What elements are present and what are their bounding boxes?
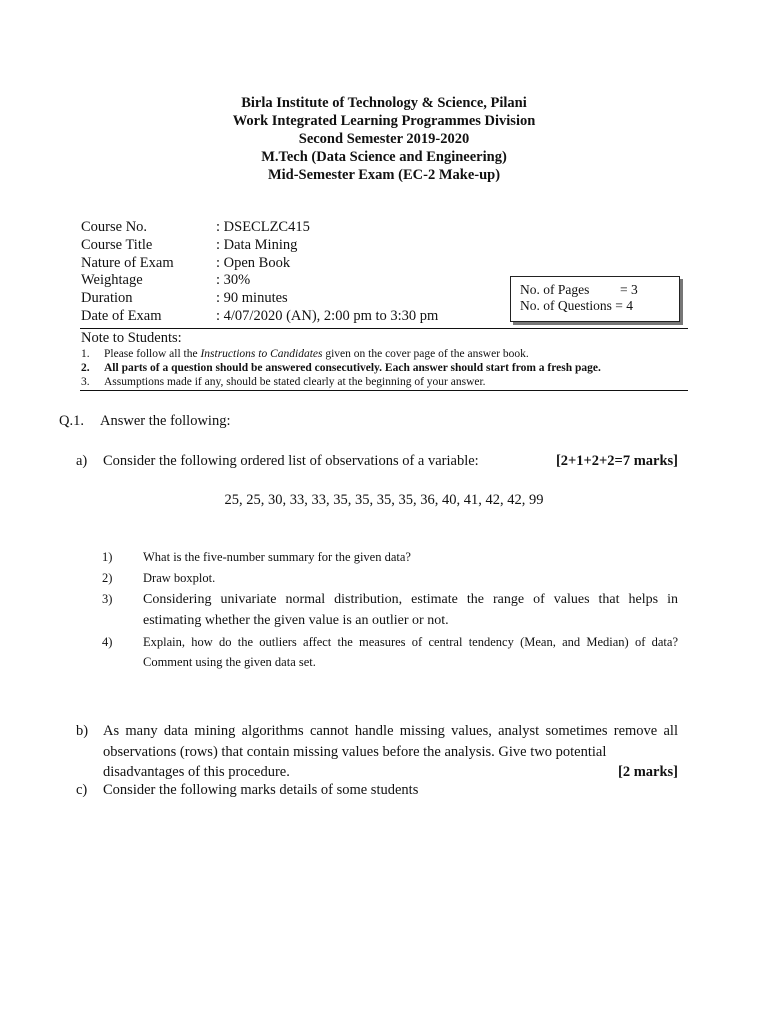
subquestion-number: 1): [102, 550, 113, 564]
weightage-value: : 30%: [216, 272, 251, 289]
part-a-label: a): [76, 453, 88, 469]
subquestion-text: Explain, how do the outliers affect the measures of central tendency (Mean, and Median) of data? Comment using the given data set.: [143, 635, 678, 669]
part-b-last-line: [103, 762, 678, 783]
notes-title: Note to Students:: [81, 330, 182, 346]
program-name: M.Tech (Data Science and Engineering): [261, 149, 507, 165]
note-text: All parts of a question should be answered consecutively. Each answer should start from a fresh page.: [104, 362, 601, 374]
duration-value: : 90 minutes: [216, 290, 288, 307]
part-b-text: As many data mining algorithms cannot handle missing values, analyst sometimes remove all observations (rows) that contain missing values before the analysis. Give two potential: [103, 723, 678, 760]
note-text: Please follow all the Instructions to Candidates given on the cover page of the answer book.: [104, 348, 529, 360]
subquestion: [102, 547, 678, 567]
part-c: [76, 782, 678, 799]
subquestion-text: Draw boxplot.: [143, 571, 216, 585]
note-number: 2.: [81, 362, 90, 374]
course-title-row: [81, 236, 438, 254]
questions-value: = 4: [615, 298, 633, 313]
note-number: 1.: [81, 348, 90, 360]
course-no-value: : DSECLZC415: [216, 219, 310, 235]
date-value: : 4/07/2020 (AN), 2:00 pm to 3:30 pm: [216, 307, 439, 324]
part-b-marks: [2 marks]: [617, 764, 678, 780]
subquestion: [102, 589, 678, 631]
instructions-ref: Instructions to Candidates: [200, 348, 323, 360]
course-title-label: Course Title: [81, 236, 153, 253]
semester: Second Semester 2019-2020: [298, 131, 470, 147]
course-title-value: : Data Mining: [216, 236, 298, 253]
part-a-subquestions: [102, 547, 678, 673]
exam-header: [0, 94, 768, 184]
subquestion: [102, 568, 678, 588]
note-item: [81, 375, 691, 389]
subquestion-number: 4): [102, 635, 113, 649]
subquestion-text: What is the five-number summary for the given data?: [143, 550, 411, 564]
nature-row: [81, 254, 438, 272]
notes-list: [81, 347, 691, 389]
date-row: [81, 307, 438, 325]
notes-divider: [80, 390, 688, 391]
part-c-text: Consider the following marks details of some students: [103, 782, 419, 798]
observation-list: 25, 25, 30, 33, 33, 35, 35, 35, 35, 36, 40, 41, 42, 42, 99: [224, 492, 544, 508]
part-a: [76, 453, 678, 470]
note-text: Assumptions made if any, should be stated clearly at the beginning of your answer.: [104, 376, 486, 388]
question-title: Answer the following:: [100, 413, 231, 429]
pages-questions-box: [510, 276, 680, 322]
nature-label: Nature of Exam: [81, 254, 174, 271]
weightage-row: [81, 271, 438, 289]
institute-name: Birla Institute of Technology & Science, Pilani: [241, 95, 527, 111]
subquestion: [102, 632, 678, 672]
exam-name: Mid-Semester Exam (EC-2 Make-up): [267, 167, 501, 183]
weightage-label: Weightage: [81, 272, 143, 289]
subquestion-number: 3): [102, 592, 113, 606]
duration-label: Duration: [81, 290, 133, 307]
nature-value: : Open Book: [216, 254, 291, 271]
part-b-body: [103, 721, 678, 783]
question-1-heading: [59, 413, 230, 430]
note-number: 3.: [81, 376, 90, 388]
course-details: [81, 218, 438, 325]
course-no-row: [81, 218, 438, 236]
pages-label: No. of Pages: [520, 282, 590, 297]
course-no-label: Course No.: [81, 219, 148, 235]
questions-row: [520, 298, 679, 314]
part-c-label: c): [76, 782, 88, 798]
part-a-marks: [2+1+2+2=7 marks]: [555, 453, 678, 469]
duration-row: [81, 289, 438, 307]
subquestion-number: 2): [102, 571, 113, 585]
note-item: [81, 347, 691, 361]
pages-value: = 3: [620, 282, 638, 297]
part-b: [76, 721, 678, 783]
question-number: Q.1.: [59, 413, 84, 429]
pages-row: [520, 282, 679, 298]
top-divider: [80, 328, 688, 329]
questions-label: No. of Questions: [520, 298, 612, 313]
note-item: [81, 361, 691, 375]
date-label: Date of Exam: [81, 307, 162, 324]
part-b-text-end: disadvantages of this procedure.: [103, 764, 290, 780]
division-name: Work Integrated Learning Programmes Division: [232, 113, 536, 129]
subquestion-text: Considering univariate normal distribution, estimate the range of values that helps in estimating whether the given value is an outlier or not.: [143, 592, 678, 628]
part-a-text: Consider the following ordered list of observations of a variable:: [103, 453, 479, 469]
part-b-label: b): [76, 723, 89, 739]
